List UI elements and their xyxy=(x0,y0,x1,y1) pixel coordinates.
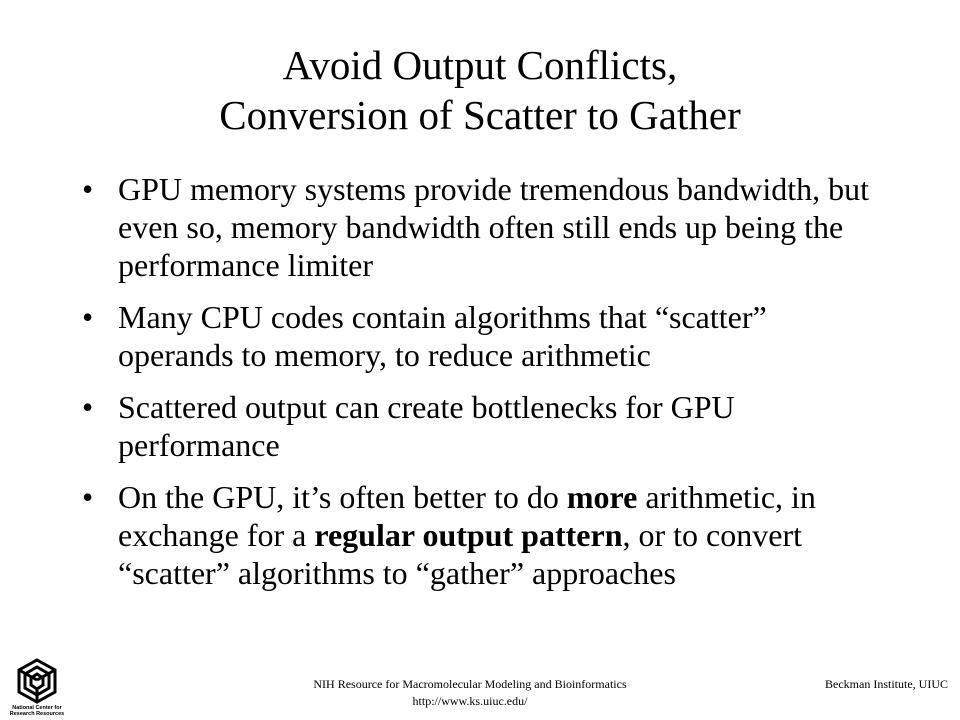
bullet-item xyxy=(82,298,882,374)
svg-text:National Center for: National Center for xyxy=(12,705,62,711)
bullet-text xyxy=(118,171,869,283)
bullet-text xyxy=(118,299,767,373)
bullet-text-segment: Scattered output can create bottlenecks for GPU performance xyxy=(118,389,735,463)
footer-institute: Beckman Institute, UIUC xyxy=(825,677,948,691)
bullet-item xyxy=(82,388,882,464)
slide-title-line1: Avoid Output Conflicts, xyxy=(282,42,678,88)
footer-resource-info xyxy=(200,676,740,710)
bullet-text xyxy=(118,389,735,463)
bullet-icon: • xyxy=(82,299,94,335)
bullet-list xyxy=(82,170,882,606)
bullet-item xyxy=(82,170,882,284)
bullet-text-segment: arithmetic, in exchange for a xyxy=(118,479,816,553)
slide-title xyxy=(0,40,960,140)
bullet-text-emphasis: more xyxy=(566,479,638,515)
bullet-icon: • xyxy=(82,479,94,515)
bullet-icon: • xyxy=(82,171,94,207)
footer-resource-name: NIH Resource for Macromolecular Modeling and Bioinformatics xyxy=(313,677,627,691)
bullet-text-segment: GPU memory systems provide tremendous bandwidth, but even so, memory bandwidth often still ends up being the performance limiter xyxy=(118,171,870,283)
bullet-text-segment: , or to convert “scatter” algorithms to “gather” approaches xyxy=(118,517,802,591)
svg-text:Research Resources: Research Resources xyxy=(9,711,65,716)
bullet-text xyxy=(118,479,816,591)
ncsa-logo-icon xyxy=(8,656,66,716)
bullet-text-emphasis: regular output pattern xyxy=(314,517,623,553)
bullet-icon: • xyxy=(82,389,94,425)
bullet-item xyxy=(82,478,882,592)
bullet-text-segment: On the GPU, it’s often better to do xyxy=(118,479,567,515)
slide-title-line2: Conversion of Scatter to Gather xyxy=(219,92,741,138)
bullet-text-segment: Many CPU codes contain algorithms that “scatter” operands to memory, to reduce arithmetic xyxy=(118,299,767,373)
footer-url: http://www.ks.uiuc.edu/ xyxy=(412,694,528,708)
